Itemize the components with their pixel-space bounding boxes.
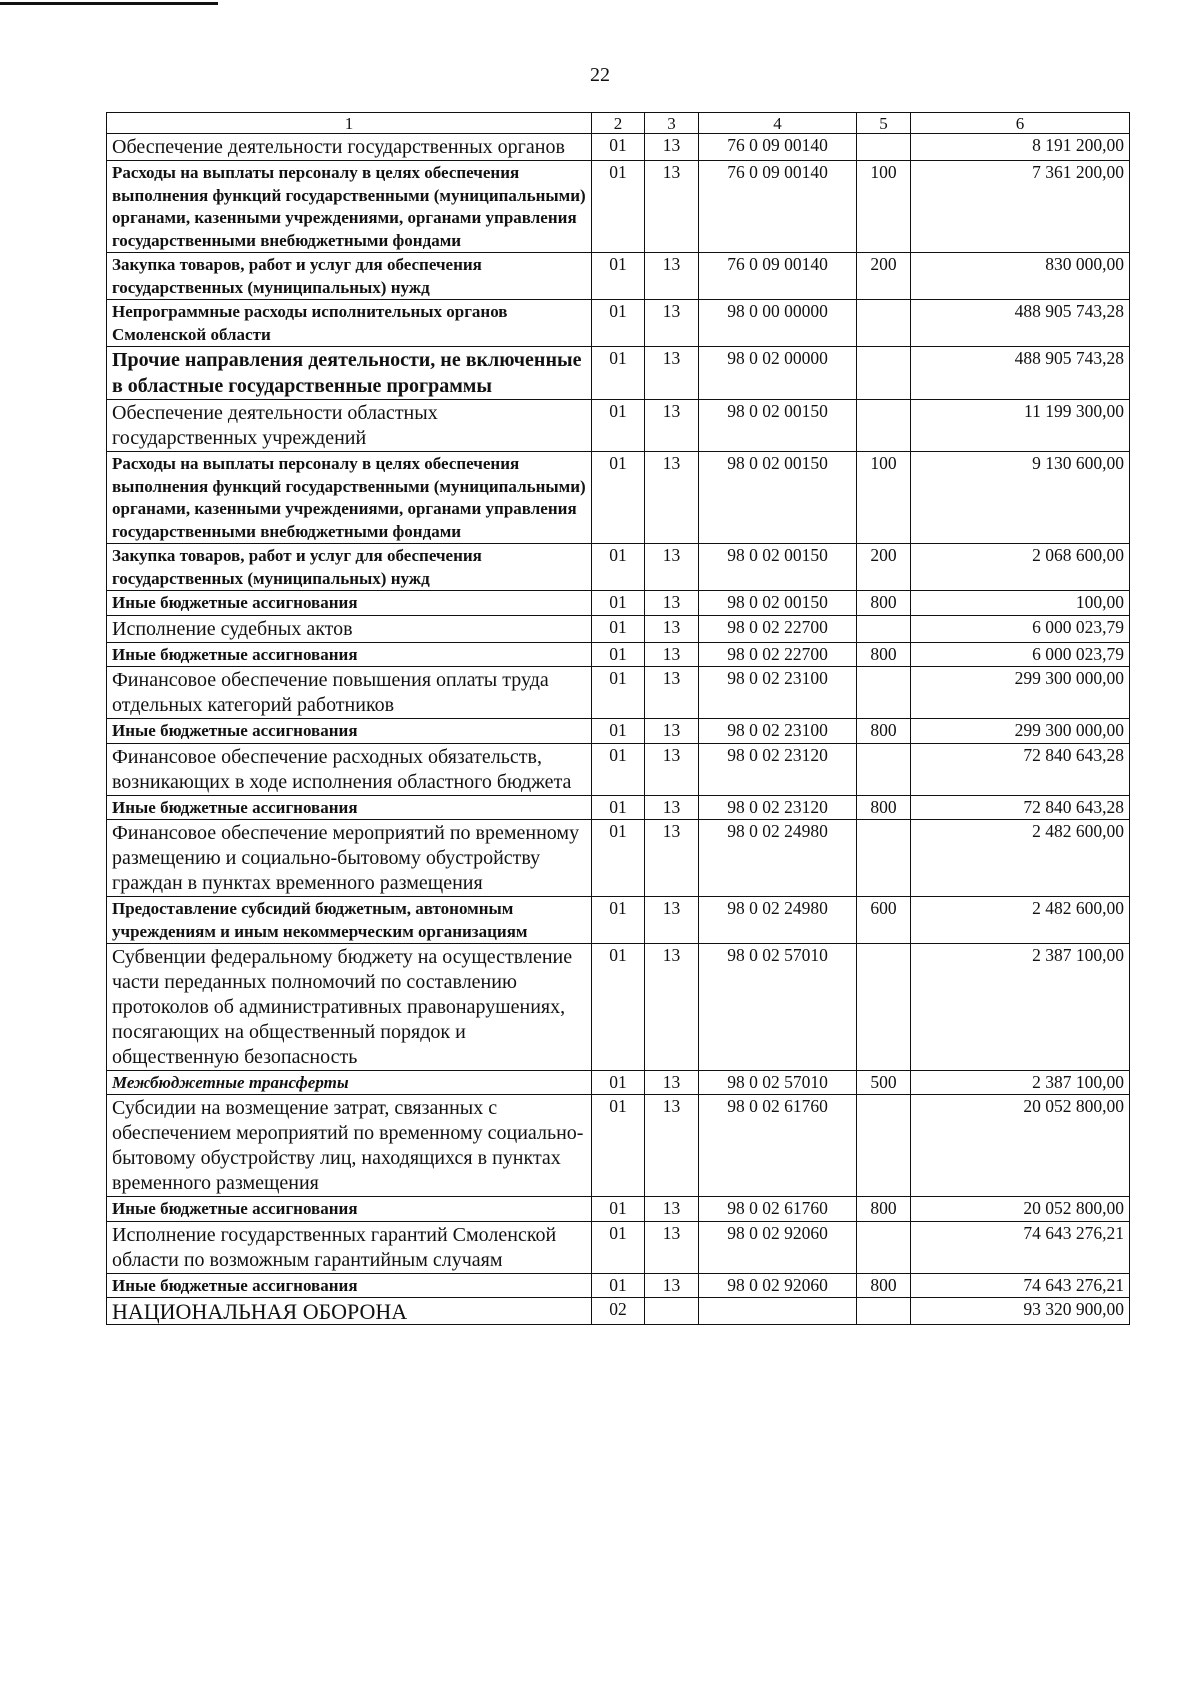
target-article-cell: 76 0 09 00140 (699, 134, 857, 161)
section-code-cell: 01 (592, 944, 645, 1071)
expense-type-cell: 600 (857, 897, 911, 944)
table-row (107, 161, 1130, 253)
amount-cell: 8 191 200,00 (911, 134, 1130, 161)
target-article-cell: 76 0 09 00140 (699, 253, 857, 300)
subsection-code-cell: 13 (645, 944, 699, 1071)
target-article-cell: 98 0 02 23100 (699, 667, 857, 719)
row-name-cell: Закупка товаров, работ и услуг для обеспечения государственных (муниципальных) нужд (107, 544, 592, 591)
subsection-code-cell: 13 (645, 1221, 699, 1273)
section-code-cell: 01 (592, 347, 645, 400)
section-code-cell: 01 (592, 743, 645, 795)
expense-type-cell (857, 615, 911, 642)
row-name-cell: Субсидии на возмещение затрат, связанных с обеспечением мероприятий по временному социально-бытовому обустройству лиц, находящихся в пунктах временного размещения (107, 1095, 592, 1197)
table-row (107, 1221, 1130, 1273)
expense-type-cell (857, 820, 911, 897)
row-name-cell: Межбюджетные трансферты (107, 1071, 592, 1095)
table-row (107, 591, 1130, 616)
subsection-code-cell: 13 (645, 667, 699, 719)
subsection-code-cell: 13 (645, 642, 699, 667)
subsection-code-cell: 13 (645, 400, 699, 452)
expense-type-cell: 100 (857, 452, 911, 544)
subsection-code-cell: 13 (645, 1071, 699, 1095)
table-row (107, 944, 1130, 1071)
expense-type-cell: 100 (857, 161, 911, 253)
target-article-cell: 98 0 02 22700 (699, 642, 857, 667)
row-name-cell: Иные бюджетные ассигнования (107, 1197, 592, 1222)
table-row (107, 452, 1130, 544)
target-article-cell: 98 0 02 24980 (699, 820, 857, 897)
expense-type-cell: 800 (857, 719, 911, 744)
header-cell: 6 (911, 113, 1130, 134)
expense-type-cell: 800 (857, 591, 911, 616)
row-name-cell: Исполнение судебных актов (107, 615, 592, 642)
target-article-cell: 98 0 02 23120 (699, 795, 857, 820)
section-code-cell: 01 (592, 253, 645, 300)
table-row (107, 615, 1130, 642)
section-code-cell: 01 (592, 1071, 645, 1095)
subsection-code-cell: 13 (645, 743, 699, 795)
amount-cell: 20 052 800,00 (911, 1095, 1130, 1197)
section-code-cell: 01 (592, 719, 645, 744)
section-code-cell: 01 (592, 897, 645, 944)
table-row (107, 134, 1130, 161)
expense-type-cell: 800 (857, 1273, 911, 1298)
amount-cell: 7 361 200,00 (911, 161, 1130, 253)
amount-cell: 100,00 (911, 591, 1130, 616)
amount-cell: 488 905 743,28 (911, 300, 1130, 347)
section-code-cell: 01 (592, 544, 645, 591)
table-row (107, 897, 1130, 944)
section-code-cell: 01 (592, 615, 645, 642)
section-code-cell: 01 (592, 820, 645, 897)
row-name-cell: Иные бюджетные ассигнования (107, 1273, 592, 1298)
expense-type-cell (857, 300, 911, 347)
row-name-cell: Финансовое обеспечение расходных обязательств, возникающих в ходе исполнения областного бюджета (107, 743, 592, 795)
row-name-cell: Закупка товаров, работ и услуг для обеспечения государственных (муниципальных) нужд (107, 253, 592, 300)
header-cell: 1 (107, 113, 592, 134)
target-article-cell: 98 0 02 92060 (699, 1273, 857, 1298)
table-row (107, 1273, 1130, 1298)
subsection-code-cell: 13 (645, 615, 699, 642)
expense-type-cell (857, 667, 911, 719)
expense-type-cell (857, 134, 911, 161)
table-row (107, 300, 1130, 347)
table-row (107, 667, 1130, 719)
table-row (107, 1071, 1130, 1095)
row-name-cell: Предоставление субсидий бюджетным, автономным учреждениям и иным некоммерческим организациям (107, 897, 592, 944)
row-name-cell: Прочие направления деятельности, не включенные в областные государственные программы (107, 347, 592, 400)
subsection-code-cell: 13 (645, 544, 699, 591)
expense-type-cell: 800 (857, 1197, 911, 1222)
section-code-cell: 01 (592, 667, 645, 719)
section-code-cell: 01 (592, 134, 645, 161)
page-number: 22 (590, 64, 610, 86)
subsection-code-cell: 13 (645, 719, 699, 744)
budget-table (106, 112, 1130, 1325)
subsection-code-cell: 13 (645, 820, 699, 897)
expense-type-cell: 200 (857, 544, 911, 591)
amount-cell: 488 905 743,28 (911, 347, 1130, 400)
amount-cell: 72 840 643,28 (911, 743, 1130, 795)
subsection-code-cell: 13 (645, 1095, 699, 1197)
target-article-cell: 98 0 02 22700 (699, 615, 857, 642)
expense-type-cell (857, 1095, 911, 1197)
subsection-code-cell: 13 (645, 253, 699, 300)
table-row (107, 400, 1130, 452)
target-article-cell: 98 0 02 00150 (699, 400, 857, 452)
header-cell: 5 (857, 113, 911, 134)
expense-type-cell (857, 1221, 911, 1273)
amount-cell: 2 482 600,00 (911, 897, 1130, 944)
table-row (107, 795, 1130, 820)
target-article-cell: 98 0 02 00150 (699, 452, 857, 544)
row-name-cell: Иные бюджетные ассигнования (107, 591, 592, 616)
expense-type-cell (857, 1298, 911, 1325)
expense-type-cell (857, 400, 911, 452)
table-row (107, 719, 1130, 744)
expense-type-cell: 500 (857, 1071, 911, 1095)
header-cell: 4 (699, 113, 857, 134)
table-header-row (107, 113, 1130, 134)
section-code-cell: 01 (592, 300, 645, 347)
row-name-cell: Иные бюджетные ассигнования (107, 795, 592, 820)
table-row (107, 1095, 1130, 1197)
row-name-cell: Обеспечение деятельности государственных органов (107, 134, 592, 161)
subsection-code-cell: 13 (645, 591, 699, 616)
row-name-cell: НАЦИОНАЛЬНАЯ ОБОРОНА (107, 1298, 592, 1325)
section-code-cell: 01 (592, 1221, 645, 1273)
table-row (107, 1197, 1130, 1222)
subsection-code-cell: 13 (645, 897, 699, 944)
amount-cell: 830 000,00 (911, 253, 1130, 300)
subsection-code-cell: 13 (645, 452, 699, 544)
row-name-cell: Финансовое обеспечение мероприятий по временному размещению и социально-бытовому обустройству граждан в пунктах временного размещения (107, 820, 592, 897)
amount-cell: 6 000 023,79 (911, 615, 1130, 642)
target-article-cell: 98 0 02 00150 (699, 591, 857, 616)
section-code-cell: 02 (592, 1298, 645, 1325)
amount-cell: 72 840 643,28 (911, 795, 1130, 820)
amount-cell: 6 000 023,79 (911, 642, 1130, 667)
target-article-cell: 98 0 02 57010 (699, 1071, 857, 1095)
row-name-cell: Расходы на выплаты персоналу в целях обеспечения выполнения функций государственными (муниципальными) органами, казенными учреждениями, органами управления государственными внебюджетными фондами (107, 161, 592, 253)
section-code-cell: 01 (592, 591, 645, 616)
row-name-cell: Обеспечение деятельности областных государственных учреждений (107, 400, 592, 452)
target-article-cell: 98 0 02 61760 (699, 1197, 857, 1222)
section-code-cell: 01 (592, 1273, 645, 1298)
table-row (107, 253, 1130, 300)
target-article-cell: 98 0 02 00000 (699, 347, 857, 400)
table-row (107, 743, 1130, 795)
target-article-cell (699, 1298, 857, 1325)
amount-cell: 2 482 600,00 (911, 820, 1130, 897)
section-code-cell: 01 (592, 452, 645, 544)
amount-cell: 299 300 000,00 (911, 667, 1130, 719)
row-name-cell: Исполнение государственных гарантий Смоленской области по возможным гарантийным случаям (107, 1221, 592, 1273)
row-name-cell: Иные бюджетные ассигнования (107, 642, 592, 667)
target-article-cell: 98 0 00 00000 (699, 300, 857, 347)
section-code-cell: 01 (592, 642, 645, 667)
target-article-cell: 98 0 02 24980 (699, 897, 857, 944)
subsection-code-cell: 13 (645, 1273, 699, 1298)
target-article-cell: 76 0 09 00140 (699, 161, 857, 253)
subsection-code-cell (645, 1298, 699, 1325)
table-row (107, 347, 1130, 400)
row-name-cell: Непрограммные расходы исполнительных органов Смоленской области (107, 300, 592, 347)
header-cell: 2 (592, 113, 645, 134)
table-row (107, 1298, 1130, 1325)
target-article-cell: 98 0 02 61760 (699, 1095, 857, 1197)
row-name-cell: Субвенции федеральному бюджету на осуществление части переданных полномочий по составлению протоколов об административных правонарушениях, посягающих на общественный порядок и общественную безопасность (107, 944, 592, 1071)
amount-cell: 74 643 276,21 (911, 1221, 1130, 1273)
subsection-code-cell: 13 (645, 300, 699, 347)
row-name-cell: Иные бюджетные ассигнования (107, 719, 592, 744)
expense-type-cell (857, 743, 911, 795)
top-rule (0, 2, 218, 5)
section-code-cell: 01 (592, 400, 645, 452)
expense-type-cell (857, 347, 911, 400)
amount-cell: 2 068 600,00 (911, 544, 1130, 591)
expense-type-cell (857, 944, 911, 1071)
subsection-code-cell: 13 (645, 347, 699, 400)
amount-cell: 74 643 276,21 (911, 1273, 1130, 1298)
row-name-cell: Расходы на выплаты персоналу в целях обеспечения выполнения функций государственными (муниципальными) органами, казенными учреждениями, органами управления государственными внебюджетными фондами (107, 452, 592, 544)
subsection-code-cell: 13 (645, 161, 699, 253)
amount-cell: 20 052 800,00 (911, 1197, 1130, 1222)
expense-type-cell: 800 (857, 642, 911, 667)
section-code-cell: 01 (592, 1095, 645, 1197)
table-body (107, 134, 1130, 1325)
header-cell: 3 (645, 113, 699, 134)
subsection-code-cell: 13 (645, 134, 699, 161)
row-name-cell: Финансовое обеспечение повышения оплаты труда отдельных категорий работников (107, 667, 592, 719)
table-row (107, 642, 1130, 667)
amount-cell: 9 130 600,00 (911, 452, 1130, 544)
target-article-cell: 98 0 02 23120 (699, 743, 857, 795)
amount-cell: 93 320 900,00 (911, 1298, 1130, 1325)
target-article-cell: 98 0 02 92060 (699, 1221, 857, 1273)
amount-cell: 299 300 000,00 (911, 719, 1130, 744)
target-article-cell: 98 0 02 00150 (699, 544, 857, 591)
section-code-cell: 01 (592, 1197, 645, 1222)
target-article-cell: 98 0 02 57010 (699, 944, 857, 1071)
section-code-cell: 01 (592, 161, 645, 253)
table-row (107, 544, 1130, 591)
amount-cell: 2 387 100,00 (911, 1071, 1130, 1095)
target-article-cell: 98 0 02 23100 (699, 719, 857, 744)
amount-cell: 11 199 300,00 (911, 400, 1130, 452)
section-code-cell: 01 (592, 795, 645, 820)
expense-type-cell: 800 (857, 795, 911, 820)
expense-type-cell: 200 (857, 253, 911, 300)
table-row (107, 820, 1130, 897)
subsection-code-cell: 13 (645, 795, 699, 820)
subsection-code-cell: 13 (645, 1197, 699, 1222)
amount-cell: 2 387 100,00 (911, 944, 1130, 1071)
